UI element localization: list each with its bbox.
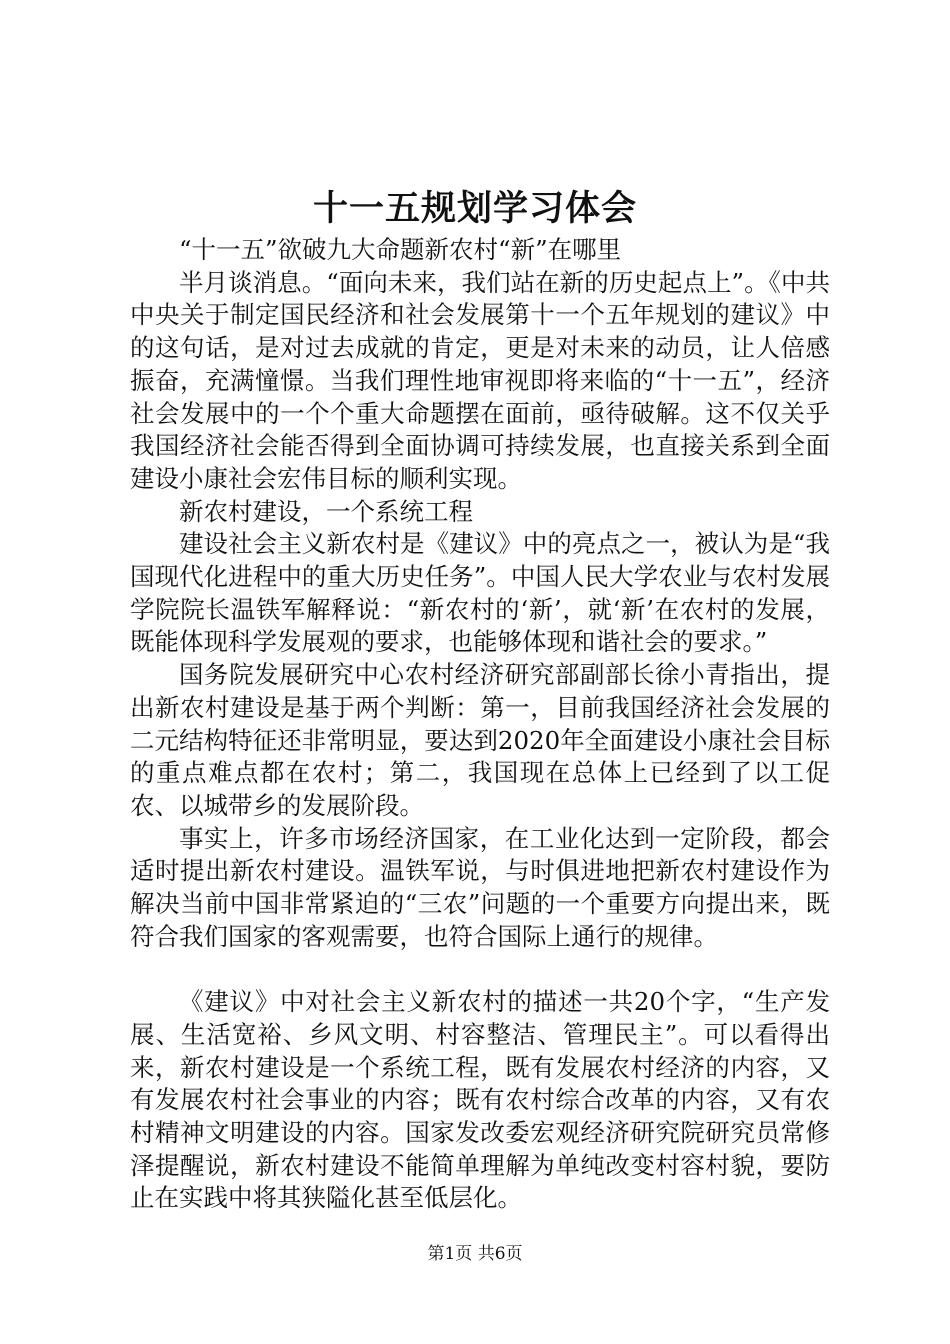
body-paragraph: 《建议》中对社会主义新农村的描述一共20个字，“生产发展、生活宽裕、乡风文明、村容整洁、管理民主”。可以看得出来，新农村建设是一个系统工程，既有发展农村经济的内容，又有发展农村社会事业的内容；既有农村综合改革的内容，又有农村精神文明建设的内容。国家发改委宏观经济研究院研究员常修泽提醒说，新农村建设不能简单理解为单纯改变村容村貌，要防止在实践中将其狭隘化甚至低层化。: [130, 987, 830, 1213]
document-body: [130, 234, 830, 1215]
body-paragraph: 事实上，许多市场经济国家，在工业化达到一定阶段，都会适时提出新农村建设。温铁军说，与时俱进地把新农村建设作为解决当前中国非常紧迫的“三农”问题的一个重要方向提出来，既符合我们国家的客观需要，也符合国际上通行的规律。: [130, 823, 830, 951]
body-paragraph: 国务院发展研究中心农村经济研究部副部长徐小青指出，提出新农村建设是基于两个判断：第一，目前我国经济社会发展的二元结构特征还非常明显，要达到2020年全面建设小康社会目标的重点难点都在农村；第二，我国现在总体上已经到了以工促农、以城带乡的发展阶段。: [130, 660, 830, 820]
document-title: 十一五规划学习体会: [312, 188, 637, 229]
body-paragraph: 建设社会主义新农村是《建议》中的亮点之一，被认为是“我国现代化进程中的重大历史任务”。中国人民大学农业与农村发展学院院长温铁军解释说：“新农村的‘新’，就‘新’在农村的发展，既能体现科学发展观的要求，也能够体现和谐社会的要求。”: [130, 529, 830, 657]
section-heading: 新农村建设，一个系统工程: [179, 496, 473, 526]
paragraph-spacer: [130, 953, 830, 986]
body-paragraph: 半月谈消息。“面向未来，我们站在新的历史起点上”。《中共中央关于制定国民经济和社会发展第十一个五年规划的建议》中的这句话，是对过去成就的肯定，更是对未来的动员，让人倍感振奋，充满憧憬。当我们理性地审视即将来临的“十一五”，经济社会发展中的一个个重大命题摆在面前，亟待破解。这不仅关乎我国经济社会能否得到全面协调可持续发展，也直接关系到全面建设小康社会宏伟目标的顺利实现。: [130, 267, 830, 493]
section-subtitle: “十一五”欲破九大命题新农村“新”在哪里: [179, 235, 622, 264]
page-number-footer: 第1页 共6页: [427, 1244, 523, 1264]
